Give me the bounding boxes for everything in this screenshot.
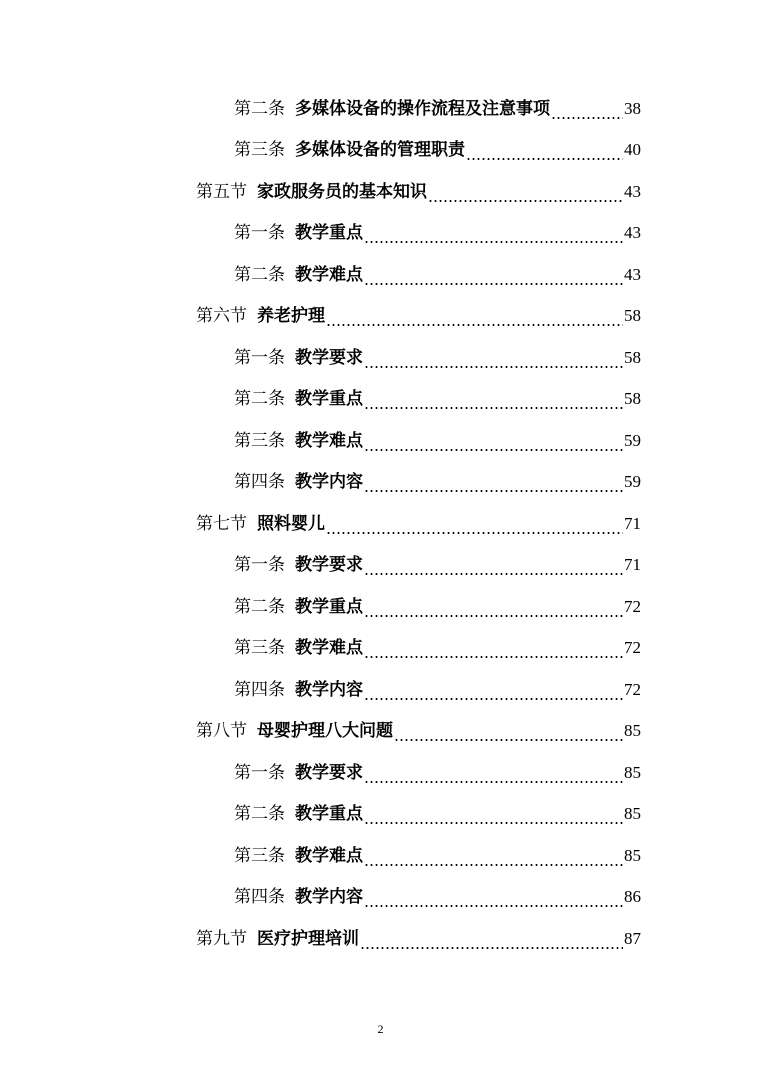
toc-section-entry[interactable] — [196, 711, 641, 753]
toc-entry-page: 43 — [624, 223, 641, 243]
toc-entry-title: 教学要求 — [295, 347, 363, 367]
toc-entry-number: 第九节 — [196, 928, 247, 948]
toc-entry-number: 第二条 — [234, 596, 285, 616]
toc-dot-leader — [466, 141, 623, 161]
toc-article-entry[interactable] — [234, 337, 641, 379]
toc-section-entry[interactable] — [196, 296, 641, 338]
toc-dot-leader — [364, 598, 623, 618]
toc-entry-page: 71 — [624, 513, 641, 533]
toc-entry-title: 教学重点 — [295, 389, 363, 409]
toc-entry-title: 教学重点 — [295, 804, 363, 824]
toc-entry-title: 教学内容 — [295, 887, 363, 907]
toc-section-entry[interactable] — [196, 918, 641, 960]
toc-dot-leader — [364, 390, 623, 410]
toc-entry-number: 第三条 — [234, 430, 285, 450]
toc-entry-number: 第一条 — [234, 347, 285, 367]
toc-article-entry[interactable] — [234, 545, 641, 587]
toc-entry-page: 58 — [624, 389, 641, 409]
toc-entry-title: 教学内容 — [295, 472, 363, 492]
toc-article-entry[interactable] — [234, 462, 641, 504]
toc-entry-title: 教学重点 — [295, 596, 363, 616]
toc-entry-number: 第一条 — [234, 555, 285, 575]
toc-entry-title: 教学重点 — [295, 223, 363, 243]
toc-entry-number: 第三条 — [234, 638, 285, 658]
toc-entry-page: 58 — [624, 306, 641, 326]
toc-dot-leader — [364, 805, 623, 825]
toc-article-entry[interactable] — [234, 130, 641, 172]
toc-entry-page: 86 — [624, 887, 641, 907]
toc-entry-number: 第五节 — [196, 181, 247, 201]
toc-dot-leader — [326, 307, 623, 327]
toc-entry-page: 85 — [624, 804, 641, 824]
toc-entry-title: 养老护理 — [257, 306, 325, 326]
toc-entry-page: 85 — [624, 721, 641, 741]
toc-article-entry[interactable] — [234, 420, 641, 462]
toc-entry-title: 多媒体设备的管理职责 — [295, 140, 465, 160]
toc-entry-page: 72 — [624, 638, 641, 658]
toc-entry-page: 59 — [624, 430, 641, 450]
page-number: 2 — [377, 1022, 384, 1036]
toc-entry-number: 第六节 — [196, 306, 247, 326]
toc-dot-leader — [394, 722, 623, 742]
toc-entry-page: 43 — [624, 264, 641, 284]
toc-article-entry[interactable] — [234, 213, 641, 255]
toc-dot-leader — [364, 556, 623, 576]
toc-entry-number: 第一条 — [234, 223, 285, 243]
toc-entry-number: 第二条 — [234, 264, 285, 284]
toc-entry-title: 教学要求 — [295, 762, 363, 782]
toc-entry-number: 第七节 — [196, 513, 247, 533]
toc-dot-leader — [364, 224, 623, 244]
toc-entry-number: 第四条 — [234, 679, 285, 699]
toc-dot-leader — [364, 473, 623, 493]
toc-entry-number: 第三条 — [234, 140, 285, 160]
toc-dot-leader — [364, 266, 623, 286]
toc-entry-number: 第二条 — [234, 98, 285, 118]
toc-entry-page: 87 — [624, 928, 641, 948]
toc-entry-page: 38 — [624, 98, 641, 118]
toc-article-entry[interactable] — [234, 254, 641, 296]
toc-article-entry[interactable] — [234, 379, 641, 421]
toc-article-entry[interactable] — [234, 669, 641, 711]
toc-entry-title: 照料婴儿 — [257, 513, 325, 533]
toc-entry-page: 85 — [624, 762, 641, 782]
toc-entry-page: 71 — [624, 555, 641, 575]
table-of-contents — [0, 88, 761, 960]
toc-dot-leader — [364, 432, 623, 452]
toc-entry-page: 43 — [624, 181, 641, 201]
toc-dot-leader — [364, 639, 623, 659]
toc-entry-number: 第一条 — [234, 762, 285, 782]
toc-entry-page: 72 — [624, 596, 641, 616]
toc-entry-title: 医疗护理培训 — [257, 928, 359, 948]
toc-entry-title: 教学难点 — [295, 430, 363, 450]
toc-dot-leader — [364, 888, 623, 908]
toc-article-entry[interactable] — [234, 752, 641, 794]
toc-entry-title: 教学内容 — [295, 679, 363, 699]
toc-dot-leader — [364, 681, 623, 701]
toc-entry-number: 第四条 — [234, 472, 285, 492]
toc-entry-title: 教学难点 — [295, 845, 363, 865]
toc-entry-page: 85 — [624, 845, 641, 865]
toc-entry-number: 第二条 — [234, 389, 285, 409]
toc-entry-title: 教学难点 — [295, 638, 363, 658]
toc-section-entry[interactable] — [196, 503, 641, 545]
toc-entry-title: 教学要求 — [295, 555, 363, 575]
toc-dot-leader — [551, 100, 623, 120]
toc-article-entry[interactable] — [234, 586, 641, 628]
toc-entry-title: 家政服务员的基本知识 — [257, 181, 427, 201]
toc-article-entry[interactable] — [234, 88, 641, 130]
toc-entry-page: 40 — [624, 140, 641, 160]
toc-article-entry[interactable] — [234, 877, 641, 919]
toc-article-entry[interactable] — [234, 628, 641, 670]
toc-dot-leader — [326, 515, 623, 535]
toc-entry-title: 母婴护理八大问题 — [257, 721, 393, 741]
toc-article-entry[interactable] — [234, 835, 641, 877]
toc-entry-number: 第八节 — [196, 721, 247, 741]
toc-entry-page: 58 — [624, 347, 641, 367]
toc-article-entry[interactable] — [234, 794, 641, 836]
toc-section-entry[interactable] — [196, 171, 641, 213]
toc-entry-number: 第三条 — [234, 845, 285, 865]
toc-dot-leader — [428, 183, 623, 203]
toc-dot-leader — [364, 349, 623, 369]
toc-entry-number: 第二条 — [234, 804, 285, 824]
toc-dot-leader — [364, 847, 623, 867]
toc-entry-number: 第四条 — [234, 887, 285, 907]
toc-dot-leader — [360, 930, 623, 950]
toc-entry-title: 多媒体设备的操作流程及注意事项 — [295, 98, 550, 118]
toc-entry-page: 72 — [624, 679, 641, 699]
toc-entry-title: 教学难点 — [295, 264, 363, 284]
toc-entry-page: 59 — [624, 472, 641, 492]
toc-dot-leader — [364, 764, 623, 784]
